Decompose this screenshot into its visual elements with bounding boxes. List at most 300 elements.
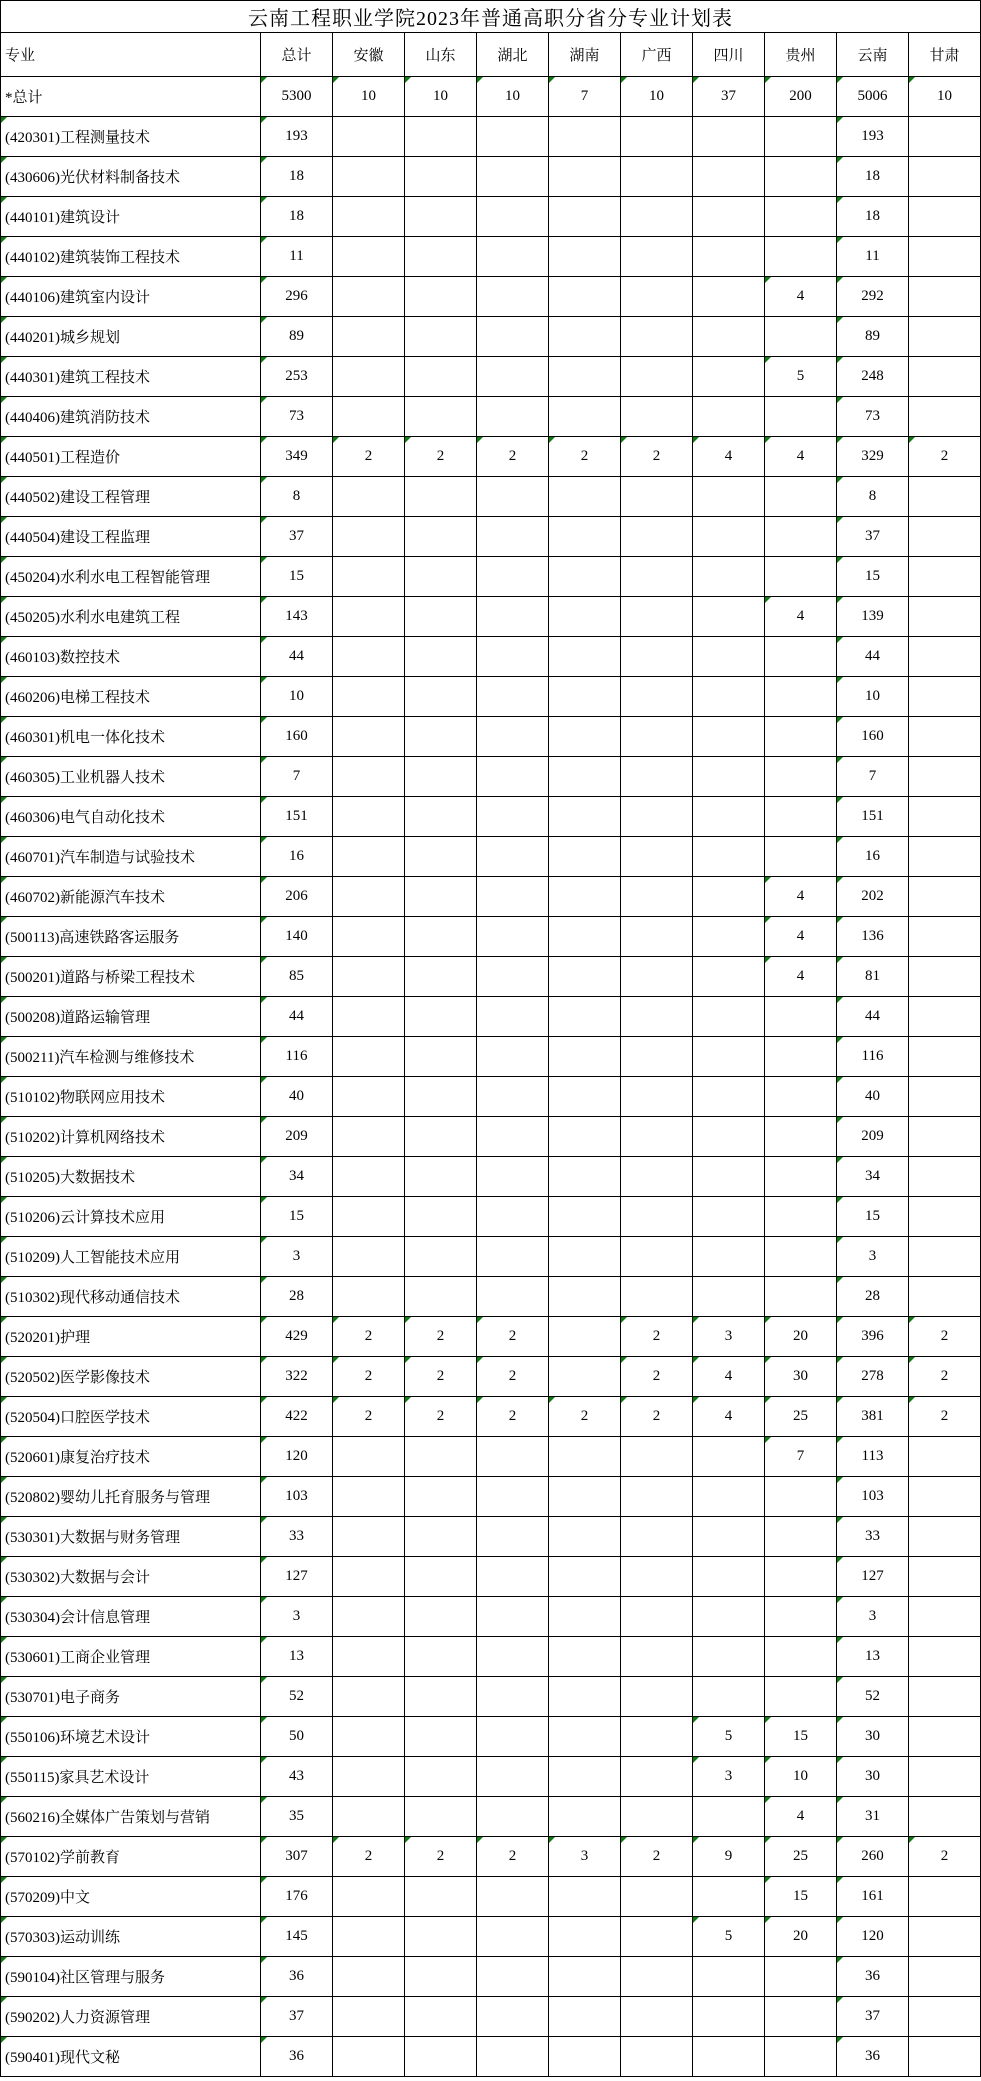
value-cell xyxy=(837,317,909,357)
cell-flag-triangle-icon xyxy=(1,1317,7,1323)
value-cell xyxy=(693,277,765,317)
value-cell xyxy=(477,1077,549,1117)
cell-flag-triangle-icon xyxy=(837,597,843,603)
value-cell xyxy=(765,597,837,637)
cell-flag-triangle-icon xyxy=(261,757,267,763)
value-cell xyxy=(549,837,621,877)
value-cell xyxy=(837,397,909,437)
major-label: (440106)建筑室内设计 xyxy=(5,290,150,306)
value-cell xyxy=(765,277,837,317)
value-cell xyxy=(477,1517,549,1557)
cell-flag-triangle-icon xyxy=(261,1397,267,1403)
value-label: 2 xyxy=(436,448,445,464)
value-label: 8 xyxy=(868,488,877,504)
major-cell xyxy=(1,1677,261,1717)
value-cell xyxy=(477,277,549,317)
cell-flag-triangle-icon xyxy=(765,1317,771,1323)
value-cell xyxy=(549,1397,621,1437)
table-row xyxy=(1,1477,981,1517)
value-label: 209 xyxy=(861,1128,884,1144)
table-row xyxy=(1,437,981,477)
value-cell xyxy=(405,1437,477,1477)
value-cell xyxy=(765,997,837,1037)
value-cell xyxy=(549,1157,621,1197)
value-cell xyxy=(405,637,477,677)
value-label: 193 xyxy=(861,128,884,144)
value-cell xyxy=(261,1117,333,1157)
major-cell xyxy=(1,1037,261,1077)
value-cell xyxy=(549,157,621,197)
cell-flag-triangle-icon xyxy=(261,237,267,243)
major-cell xyxy=(1,1157,261,1197)
value-label: 43 xyxy=(289,1768,304,1784)
cell-flag-triangle-icon xyxy=(1,1517,7,1523)
value-label: 15 xyxy=(865,1208,880,1224)
value-cell xyxy=(549,77,621,117)
value-cell xyxy=(405,1397,477,1437)
value-cell xyxy=(693,1357,765,1397)
value-cell xyxy=(693,357,765,397)
value-label: 2 xyxy=(508,1848,517,1864)
value-cell xyxy=(909,1757,981,1797)
value-cell xyxy=(909,757,981,797)
value-cell xyxy=(693,637,765,677)
value-cell xyxy=(477,1197,549,1237)
value-cell xyxy=(765,317,837,357)
major-cell xyxy=(1,1957,261,1997)
value-cell xyxy=(477,957,549,997)
major-label: (440201)城乡规划 xyxy=(5,330,120,346)
cell-flag-triangle-icon xyxy=(1,1157,7,1163)
cell-flag-triangle-icon xyxy=(405,1837,411,1843)
major-label: (420301)工程测量技术 xyxy=(5,130,150,146)
cell-flag-triangle-icon xyxy=(1,2037,7,2043)
value-cell xyxy=(333,357,405,397)
value-cell xyxy=(549,717,621,757)
major-label: (430606)光伏材料制备技术 xyxy=(5,170,180,186)
cell-flag-triangle-icon xyxy=(261,1077,267,1083)
value-cell xyxy=(405,437,477,477)
value-cell xyxy=(333,317,405,357)
table-row xyxy=(1,1757,981,1797)
value-label: 2 xyxy=(940,448,949,464)
cell-flag-triangle-icon xyxy=(1,1957,7,1963)
table-row xyxy=(1,77,981,117)
cell-flag-triangle-icon xyxy=(837,1197,843,1203)
value-cell xyxy=(333,197,405,237)
value-cell xyxy=(333,1437,405,1477)
cell-flag-triangle-icon xyxy=(837,1397,843,1403)
cell-flag-triangle-icon xyxy=(837,117,843,123)
value-label: 13 xyxy=(865,1648,880,1664)
cell-flag-triangle-icon xyxy=(837,1517,843,1523)
cell-flag-triangle-icon xyxy=(693,1317,699,1323)
table-row xyxy=(1,2037,981,2077)
cell-flag-triangle-icon xyxy=(909,1357,915,1363)
value-cell xyxy=(693,317,765,357)
table-row xyxy=(1,477,981,517)
value-label: 127 xyxy=(285,1568,308,1584)
cell-flag-triangle-icon xyxy=(261,677,267,683)
value-cell xyxy=(549,1077,621,1117)
value-cell xyxy=(621,1197,693,1237)
cell-flag-triangle-icon xyxy=(261,877,267,883)
cell-flag-triangle-icon xyxy=(837,1237,843,1243)
value-cell xyxy=(477,677,549,717)
value-label: 33 xyxy=(865,1528,880,1544)
value-label: 9 xyxy=(724,1848,733,1864)
value-cell xyxy=(837,77,909,117)
value-cell xyxy=(693,117,765,157)
value-cell xyxy=(477,1877,549,1917)
value-cell xyxy=(549,637,621,677)
cell-flag-triangle-icon xyxy=(261,1477,267,1483)
cell-flag-triangle-icon xyxy=(261,1317,267,1323)
value-cell xyxy=(405,957,477,997)
cell-flag-triangle-icon xyxy=(405,77,411,83)
cell-flag-triangle-icon xyxy=(837,237,843,243)
value-label: 2 xyxy=(652,1368,661,1384)
value-cell xyxy=(261,1237,333,1277)
value-cell xyxy=(621,877,693,917)
value-cell xyxy=(909,1677,981,1717)
value-cell xyxy=(837,717,909,757)
value-cell xyxy=(621,77,693,117)
value-cell xyxy=(333,1637,405,1677)
value-cell xyxy=(261,317,333,357)
value-cell xyxy=(693,1157,765,1197)
value-cell xyxy=(333,1117,405,1157)
table-row xyxy=(1,1077,981,1117)
value-cell xyxy=(405,2037,477,2077)
major-label: (590202)人力资源管理 xyxy=(5,2010,150,2026)
value-cell xyxy=(765,1837,837,1877)
major-cell xyxy=(1,477,261,517)
value-cell xyxy=(765,1917,837,1957)
value-label: 40 xyxy=(289,1088,304,1104)
value-cell xyxy=(405,117,477,157)
value-label: 2 xyxy=(436,1848,445,1864)
cell-flag-triangle-icon xyxy=(477,1317,483,1323)
value-cell xyxy=(549,1877,621,1917)
value-label: 15 xyxy=(289,568,304,584)
value-cell xyxy=(837,757,909,797)
major-cell xyxy=(1,1357,261,1397)
major-cell xyxy=(1,1437,261,1477)
value-cell xyxy=(333,1997,405,2037)
value-label: 3 xyxy=(292,1248,301,1264)
value-cell xyxy=(333,877,405,917)
value-cell xyxy=(909,317,981,357)
cell-flag-triangle-icon xyxy=(549,1397,555,1403)
value-cell xyxy=(909,997,981,1037)
cell-flag-triangle-icon xyxy=(621,437,627,443)
value-cell xyxy=(549,1437,621,1477)
value-cell xyxy=(837,917,909,957)
value-cell xyxy=(693,397,765,437)
value-cell xyxy=(333,1917,405,1957)
major-label: (510102)物联网应用技术 xyxy=(5,1090,165,1106)
cell-flag-triangle-icon xyxy=(837,1117,843,1123)
cell-flag-triangle-icon xyxy=(765,597,771,603)
value-label: 307 xyxy=(285,1848,308,1864)
value-label: 2 xyxy=(940,1368,949,1384)
value-cell xyxy=(621,1837,693,1877)
value-label: 139 xyxy=(861,608,884,624)
value-label: 10 xyxy=(793,1768,808,1784)
value-cell xyxy=(477,1997,549,2037)
value-cell xyxy=(909,77,981,117)
value-cell xyxy=(261,77,333,117)
table-row xyxy=(1,637,981,677)
value-label: 15 xyxy=(793,1888,808,1904)
value-cell xyxy=(765,1237,837,1277)
cell-flag-triangle-icon xyxy=(1,637,7,643)
value-label: 322 xyxy=(285,1368,308,1384)
value-cell xyxy=(693,1797,765,1837)
value-label: 2 xyxy=(508,1368,517,1384)
value-label: 11 xyxy=(865,248,880,264)
table-row xyxy=(1,837,981,877)
value-cell xyxy=(405,1997,477,2037)
value-cell xyxy=(477,1957,549,1997)
value-cell xyxy=(261,517,333,557)
value-cell xyxy=(621,237,693,277)
value-label: 145 xyxy=(285,1928,308,1944)
cell-flag-triangle-icon xyxy=(261,837,267,843)
value-cell xyxy=(765,1397,837,1437)
value-cell xyxy=(837,1637,909,1677)
value-cell xyxy=(261,2037,333,2077)
value-label: 136 xyxy=(861,928,884,944)
value-cell xyxy=(549,1957,621,1997)
cell-flag-triangle-icon xyxy=(1,1837,7,1843)
value-cell xyxy=(549,317,621,357)
value-label: 5 xyxy=(724,1928,733,1944)
major-label: (530302)大数据与会计 xyxy=(5,1570,150,1586)
value-cell xyxy=(765,1597,837,1637)
major-label: (440501)工程造价 xyxy=(5,450,120,466)
cell-flag-triangle-icon xyxy=(837,757,843,763)
cell-flag-triangle-icon xyxy=(837,1837,843,1843)
value-cell xyxy=(261,237,333,277)
value-cell xyxy=(333,1397,405,1437)
value-cell xyxy=(477,1757,549,1797)
value-cell xyxy=(261,877,333,917)
value-cell xyxy=(549,1557,621,1597)
value-label: 2 xyxy=(364,448,373,464)
major-label: (500211)汽车检测与维修技术 xyxy=(5,1050,195,1066)
cell-flag-triangle-icon xyxy=(837,517,843,523)
cell-flag-triangle-icon xyxy=(837,637,843,643)
value-label: 30 xyxy=(793,1368,808,1384)
value-cell xyxy=(405,317,477,357)
value-cell xyxy=(477,597,549,637)
value-label: 5 xyxy=(724,1728,733,1744)
value-cell xyxy=(549,197,621,237)
value-label: 209 xyxy=(285,1128,308,1144)
value-label: 73 xyxy=(865,408,880,424)
value-label: 52 xyxy=(289,1688,304,1704)
value-label: 10 xyxy=(649,88,664,104)
major-label: (530601)工商企业管理 xyxy=(5,1650,150,1666)
cell-flag-triangle-icon xyxy=(261,1157,267,1163)
value-cell xyxy=(405,1357,477,1397)
cell-flag-triangle-icon xyxy=(1,1877,7,1883)
value-cell xyxy=(549,2037,621,2077)
value-cell xyxy=(621,757,693,797)
value-cell xyxy=(837,1477,909,1517)
table-row xyxy=(1,1357,981,1397)
major-cell xyxy=(1,1597,261,1637)
value-cell xyxy=(405,1597,477,1637)
value-cell xyxy=(333,1597,405,1637)
value-cell xyxy=(621,557,693,597)
value-cell xyxy=(837,1837,909,1877)
value-label: 13 xyxy=(289,1648,304,1664)
value-label: 10 xyxy=(361,88,376,104)
major-label: (440301)建筑工程技术 xyxy=(5,370,150,386)
cell-flag-triangle-icon xyxy=(765,1837,771,1843)
value-cell xyxy=(693,77,765,117)
cell-flag-triangle-icon xyxy=(837,77,843,83)
table-row xyxy=(1,797,981,837)
value-cell xyxy=(405,1957,477,1997)
value-cell xyxy=(909,637,981,677)
value-cell xyxy=(477,917,549,957)
value-label: 4 xyxy=(796,968,805,984)
value-cell xyxy=(765,1797,837,1837)
value-label: 120 xyxy=(285,1448,308,1464)
value-cell xyxy=(333,757,405,797)
value-cell xyxy=(909,1837,981,1877)
table-row xyxy=(1,277,981,317)
cell-flag-triangle-icon xyxy=(261,1037,267,1043)
major-cell xyxy=(1,1837,261,1877)
value-label: 20 xyxy=(793,1928,808,1944)
value-cell xyxy=(261,1677,333,1717)
value-cell xyxy=(261,717,333,757)
cell-flag-triangle-icon xyxy=(837,837,843,843)
value-cell xyxy=(549,1237,621,1277)
cell-flag-triangle-icon xyxy=(261,277,267,283)
value-label: 3 xyxy=(580,1848,589,1864)
major-cell xyxy=(1,1117,261,1157)
value-cell xyxy=(909,237,981,277)
value-cell xyxy=(693,677,765,717)
value-cell xyxy=(261,1877,333,1917)
cell-flag-triangle-icon xyxy=(837,1037,843,1043)
value-cell xyxy=(693,1397,765,1437)
value-label: 2 xyxy=(364,1328,373,1344)
major-label: (460103)数控技术 xyxy=(5,650,120,666)
cell-flag-triangle-icon xyxy=(261,1637,267,1643)
value-cell xyxy=(333,637,405,677)
table-row xyxy=(1,1797,981,1837)
cell-flag-triangle-icon xyxy=(261,997,267,1003)
cell-flag-triangle-icon xyxy=(261,1597,267,1603)
cell-flag-triangle-icon xyxy=(837,957,843,963)
value-cell xyxy=(549,477,621,517)
major-cell xyxy=(1,797,261,837)
cell-flag-triangle-icon xyxy=(261,317,267,323)
major-label: (520504)口腔医学技术 xyxy=(5,1410,150,1426)
value-cell xyxy=(405,997,477,1037)
value-cell xyxy=(765,77,837,117)
value-label: 2 xyxy=(508,1328,517,1344)
value-cell xyxy=(549,237,621,277)
value-label: 16 xyxy=(289,848,304,864)
value-label: 33 xyxy=(289,1528,304,1544)
value-cell xyxy=(261,1717,333,1757)
value-cell xyxy=(837,1237,909,1277)
cell-flag-triangle-icon xyxy=(261,2037,267,2043)
cell-flag-triangle-icon xyxy=(261,1917,267,1923)
value-cell xyxy=(765,1437,837,1477)
value-label: 16 xyxy=(865,848,880,864)
major-label: (460301)机电一体化技术 xyxy=(5,730,165,746)
column-header-province: 云南 xyxy=(837,33,909,77)
value-cell xyxy=(621,1037,693,1077)
value-cell xyxy=(261,1037,333,1077)
value-cell xyxy=(909,917,981,957)
value-cell xyxy=(333,1557,405,1597)
major-cell xyxy=(1,157,261,197)
value-label: 34 xyxy=(289,1168,304,1184)
cell-flag-triangle-icon xyxy=(837,717,843,723)
value-cell xyxy=(837,1277,909,1317)
value-cell xyxy=(549,397,621,437)
major-cell xyxy=(1,1397,261,1437)
major-label: (500113)高速铁路客运服务 xyxy=(5,930,180,946)
value-cell xyxy=(405,717,477,757)
cell-flag-triangle-icon xyxy=(765,77,771,83)
value-cell xyxy=(261,357,333,397)
value-cell xyxy=(621,997,693,1037)
value-cell xyxy=(693,1637,765,1677)
major-label: (570303)运动训练 xyxy=(5,1930,120,1946)
cell-flag-triangle-icon xyxy=(1,1237,7,1243)
table-row xyxy=(1,597,981,637)
value-cell xyxy=(549,917,621,957)
value-label: 18 xyxy=(865,208,880,224)
cell-flag-triangle-icon xyxy=(549,437,555,443)
value-label: 2 xyxy=(508,1408,517,1424)
value-cell xyxy=(333,237,405,277)
value-cell xyxy=(765,1557,837,1597)
table-row xyxy=(1,1277,981,1317)
table-row xyxy=(1,677,981,717)
value-cell xyxy=(621,1077,693,1117)
value-cell xyxy=(405,277,477,317)
major-label: (440406)建筑消防技术 xyxy=(5,410,150,426)
cell-flag-triangle-icon xyxy=(837,477,843,483)
cell-flag-triangle-icon xyxy=(693,77,699,83)
cell-flag-triangle-icon xyxy=(693,1917,699,1923)
cell-flag-triangle-icon xyxy=(261,597,267,603)
value-cell xyxy=(693,1877,765,1917)
value-cell xyxy=(261,1357,333,1397)
major-cell xyxy=(1,957,261,997)
value-label: 4 xyxy=(796,1808,805,1824)
value-cell xyxy=(549,877,621,917)
value-cell xyxy=(765,1477,837,1517)
value-cell xyxy=(261,197,333,237)
value-cell xyxy=(765,1877,837,1917)
table-title: 云南工程职业学院2023年普通高职分省分专业计划表 xyxy=(1,1,981,33)
value-cell xyxy=(621,1477,693,1517)
value-label: 4 xyxy=(796,448,805,464)
